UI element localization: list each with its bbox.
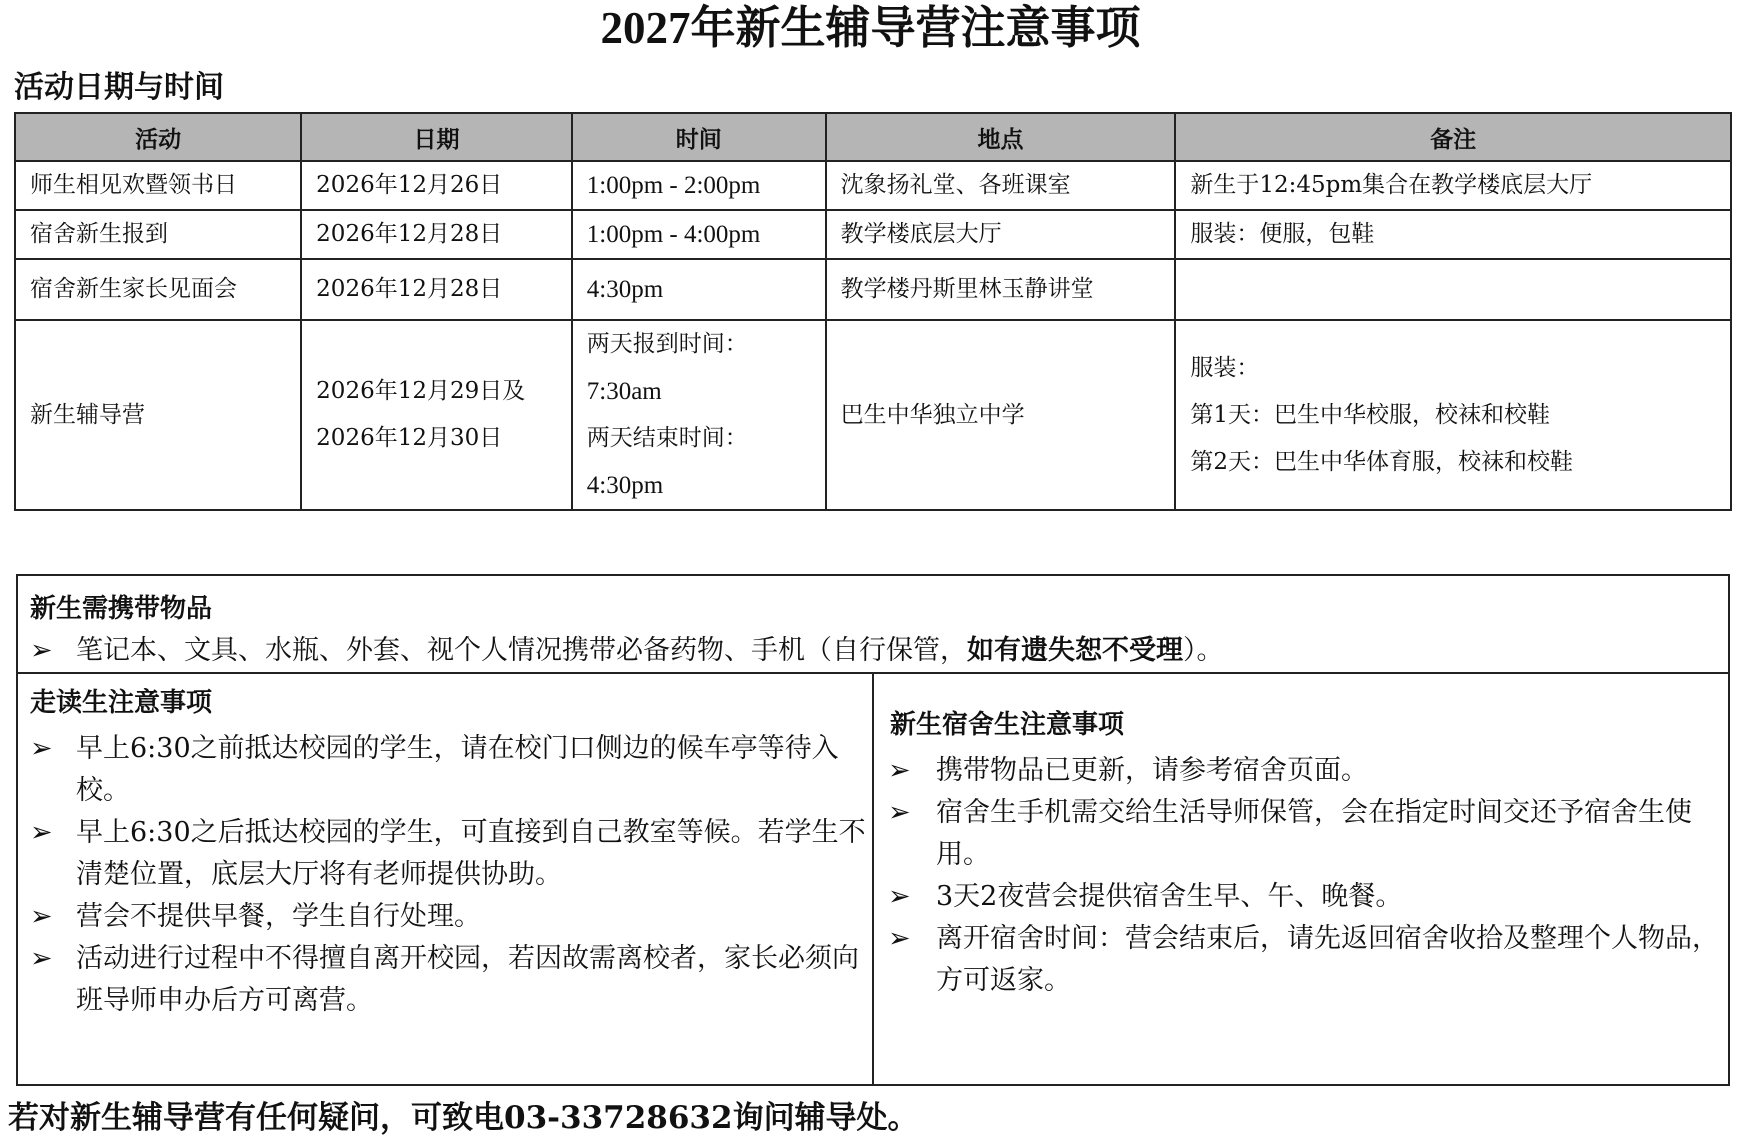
boarding-students-section (874, 672, 1730, 1086)
boarding-students-list (874, 750, 1741, 1002)
day-students-section (18, 672, 874, 1086)
list-item: ➢ 活动进行过程中不得擅自离开校园，若因故需离校者，家长必须向班导师申办后方可离营。 (18, 938, 868, 1022)
remarks-cell (1175, 259, 1731, 320)
table-row (15, 210, 1731, 259)
venue-cell: 教学楼底层大厅 (826, 210, 1176, 259)
list-item: ➢ 营会不提供早餐，学生自行处理。 (18, 896, 868, 938)
bullet-arrow-icon: ➢ (30, 901, 53, 932)
header-time: 时间 (572, 113, 826, 161)
activity-cell: 师生相见欢暨领书日 (15, 161, 301, 210)
time-cell: 1:00pm - 4:00pm (572, 210, 826, 259)
carry-items-section (18, 576, 1728, 674)
activity-cell: 新生辅导营 (15, 320, 301, 510)
table-row (15, 161, 1731, 210)
remarks-cell: 新生于12:45pm集合在教学楼底层大厅 (1175, 161, 1731, 210)
activity-cell: 宿舍新生报到 (15, 210, 301, 259)
schedule-header-row (15, 113, 1731, 161)
bullet-arrow-icon: ➢ (30, 635, 53, 666)
header-date: 日期 (301, 113, 572, 161)
list-item: ➢ 早上6:30之前抵达校园的学生，请在校门口侧边的候车亭等待入校。 (18, 728, 868, 812)
list-item: ➢ 离开宿舍时间：营会结束后，请先返回宿舍收拾及整理个人物品，方可返家。 (874, 918, 1741, 1002)
date-cell: 2026年12月28日 (301, 210, 572, 259)
time-cell: 4:30pm (572, 259, 826, 320)
list-item: ➢ 3天2夜营会提供宿舍生早、午、晚餐。 (874, 876, 1741, 918)
venue-cell: 沈象扬礼堂、各班课室 (826, 161, 1176, 210)
carry-items-text: 笔记本、文具、水瓶、外套、视个人情况携带必备药物、手机（自行保管， (76, 635, 967, 666)
bullet-arrow-icon: ➢ (30, 943, 53, 974)
activity-cell: 宿舍新生家长见面会 (15, 259, 301, 320)
time-cell: 两天报到时间： 7:30am 两天结束时间： 4:30pm (572, 320, 826, 510)
list-item: ➢ 早上6:30之后抵达校园的学生，可直接到自己教室等候。若学生不清楚位置，底层大厅将有老师提供协助。 (18, 812, 868, 896)
contact-footer: 若对新生辅导营有任何疑问，可致电03-33728632询问辅导处。 (8, 1100, 919, 1136)
header-venue: 地点 (826, 113, 1176, 161)
carry-items-bullet (18, 630, 1741, 672)
bullet-arrow-icon: ➢ (888, 881, 911, 912)
date-cell: 2026年12月28日 (301, 259, 572, 320)
list-item: ➢ 携带物品已更新，请参考宿舍页面。 (874, 750, 1741, 792)
date-cell: 2026年12月29日及 2026年12月30日 (301, 320, 572, 510)
bullet-arrow-icon: ➢ (888, 755, 911, 786)
bullet-arrow-icon: ➢ (30, 817, 53, 848)
bullet-arrow-icon: ➢ (888, 923, 911, 954)
schedule-section-title: 活动日期与时间 (14, 70, 224, 105)
schedule-table (14, 112, 1732, 511)
page-title: 2027年新生辅导营注意事项 (600, 3, 1141, 53)
day-students-heading: 走读生注意事项 (30, 688, 213, 718)
bullet-arrow-icon: ➢ (30, 733, 53, 764)
table-row (15, 259, 1731, 320)
table-row (15, 320, 1731, 510)
day-students-list (18, 728, 868, 1022)
time-cell: 1:00pm - 2:00pm (572, 161, 826, 210)
bullet-arrow-icon: ➢ (888, 797, 911, 828)
date-cell: 2026年12月26日 (301, 161, 572, 210)
carry-items-heading: 新生需携带物品 (30, 594, 213, 624)
list-item: ➢ 宿舍生手机需交给生活导师保管，会在指定时间交还予宿舍生使用。 (874, 792, 1741, 876)
header-remarks: 备注 (1175, 113, 1731, 161)
boarding-students-heading: 新生宿舍生注意事项 (890, 710, 1125, 740)
venue-cell: 教学楼丹斯里林玉静讲堂 (826, 259, 1176, 320)
header-activity: 活动 (15, 113, 301, 161)
remarks-cell: 服装：便服，包鞋 (1175, 210, 1731, 259)
carry-items-warning: 如有遗失恕不受理 (967, 635, 1183, 666)
carry-items-end: ）。 (1183, 635, 1224, 666)
venue-cell: 巴生中华独立中学 (826, 320, 1176, 510)
remarks-cell: 服装： 第1天：巴生中华校服，校袜和校鞋 第2天：巴生中华体育服，校袜和校鞋 (1175, 320, 1731, 510)
notice-box (16, 574, 1730, 1086)
